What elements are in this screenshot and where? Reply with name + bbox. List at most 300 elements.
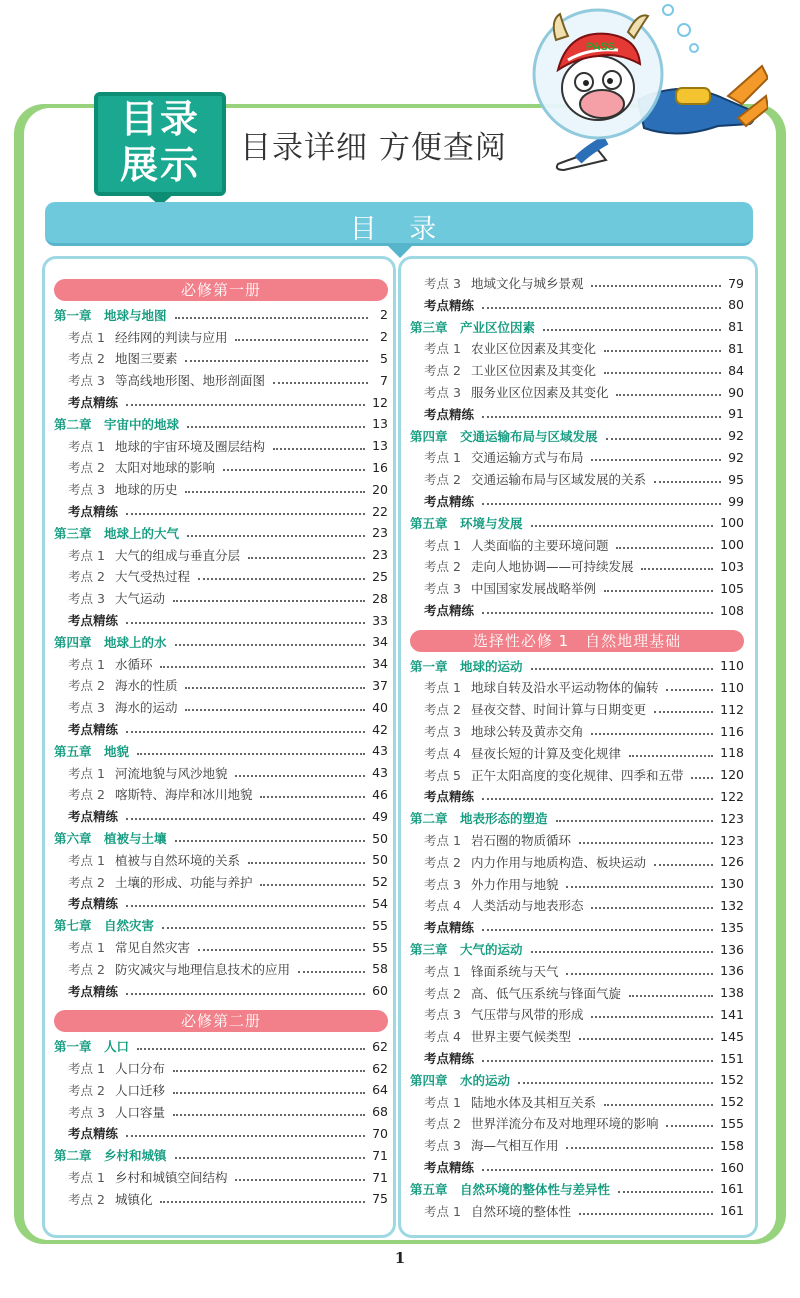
toc-topic-number: 考点 1 <box>424 963 461 979</box>
toc-page-number: 120 <box>720 767 744 783</box>
toc-entry-label: 地球的历史 <box>114 482 178 498</box>
toc-topic-number: 考点 5 <box>424 767 461 783</box>
toc-title-bar <box>45 202 753 246</box>
toc-page-number: 161 <box>720 1181 744 1197</box>
toc-topic-row[interactable] <box>424 468 744 490</box>
toc-topic-row[interactable] <box>68 1188 388 1210</box>
toc-topic-row[interactable] <box>68 587 388 609</box>
toc-topic-row[interactable] <box>68 565 388 587</box>
toc-entry-label: 农业区位因素及其变化 <box>470 341 596 357</box>
toc-topic-number: 考点 1 <box>424 1094 461 1110</box>
toc-review-row[interactable] <box>68 391 388 413</box>
toc-entry-label: 第六章 植被与土壤 <box>54 831 167 846</box>
toc-review-row[interactable] <box>68 980 388 1002</box>
toc-entry-label: 气压带与风带的形成 <box>470 1007 584 1023</box>
dot-leader <box>260 796 365 798</box>
toc-review-row[interactable] <box>424 916 744 938</box>
toc-topic-row[interactable] <box>68 369 388 391</box>
dot-leader <box>482 612 713 614</box>
toc-page-number: 132 <box>720 897 744 913</box>
toc-topic-number: 考点 1 <box>68 1170 105 1185</box>
toc-page-number: 158 <box>720 1137 744 1153</box>
toc-topic-number: 考点 1 <box>68 656 105 672</box>
toc-page-number: 23 <box>372 525 388 541</box>
toc-page-number: 70 <box>372 1125 388 1141</box>
toc-topic-number: 考点 1 <box>68 329 105 345</box>
dot-leader <box>185 360 368 362</box>
toc-entry-label: 第三章 产业区位因素 <box>410 319 536 335</box>
toc-entry-label: 地球的宇宙环境及圈层结构 <box>114 438 265 454</box>
toc-page-number: 79 <box>728 275 744 291</box>
toc-entry-label: 太阳对地球的影响 <box>114 460 215 476</box>
toc-page-number: 110 <box>720 679 744 695</box>
toc-entry-label: 考点精练 <box>424 494 475 509</box>
toc-page-number: 92 <box>728 428 744 444</box>
toc-review-row[interactable] <box>424 1047 744 1069</box>
toc-entry-label: 考点精练 <box>68 504 119 519</box>
toc-chapter-row[interactable] <box>410 1069 744 1091</box>
toc-page-number: 49 <box>372 808 388 824</box>
toc-topic-number: 考点 2 <box>68 678 105 694</box>
toc-topic-row[interactable] <box>424 851 744 873</box>
toc-topic-number: 考点 1 <box>68 852 105 868</box>
toc-topic-row[interactable] <box>424 676 744 698</box>
toc-page-number: 5 <box>380 350 388 366</box>
toc-chapter-row[interactable] <box>54 522 388 544</box>
toc-chapter-row[interactable] <box>410 1178 744 1200</box>
dot-leader <box>604 1104 713 1106</box>
toc-topic-row[interactable] <box>424 742 744 764</box>
toc-review-row[interactable] <box>424 1156 744 1178</box>
toc-topic-number: 考点 2 <box>424 559 461 575</box>
toc-entry-label: 第一章 人口 <box>54 1039 130 1055</box>
toc-chapter-row[interactable] <box>54 914 388 936</box>
toc-page-number: 110 <box>720 658 744 674</box>
toc-topic-row[interactable] <box>424 698 744 720</box>
toc-section-header: 选择性必修 1 自然地理基础 <box>410 630 744 652</box>
dot-leader <box>616 547 713 549</box>
dot-leader <box>185 687 365 689</box>
dot-leader <box>556 820 714 822</box>
toc-page-number: 84 <box>728 362 744 378</box>
toc-entry-label: 服务业区位因素及其变化 <box>470 385 609 400</box>
dot-leader <box>223 469 365 471</box>
toc-section-header: 必修第二册 <box>54 1010 388 1032</box>
toc-topic-row[interactable] <box>68 958 388 980</box>
toc-page-number: 43 <box>372 743 388 759</box>
toc-topic-row[interactable] <box>424 829 744 851</box>
toc-topic-number: 考点 1 <box>68 438 105 454</box>
toc-entry-label: 大气运动 <box>114 591 165 607</box>
dot-leader <box>137 1048 365 1050</box>
toc-page-number: 155 <box>720 1115 744 1131</box>
toc-topic-row[interactable] <box>424 1091 744 1113</box>
dot-leader <box>482 929 713 931</box>
toc-topic-number: 考点 4 <box>424 898 461 914</box>
toc-badge <box>94 92 226 206</box>
toc-topic-number: 考点 2 <box>68 460 105 476</box>
dot-leader <box>604 372 721 374</box>
toc-chapter-row[interactable] <box>54 413 388 435</box>
toc-entry-label: 人类活动与地表形态 <box>470 898 584 914</box>
toc-chapter-row[interactable] <box>410 316 744 338</box>
toc-topic-row[interactable] <box>68 544 388 566</box>
dot-leader <box>591 459 721 461</box>
dot-leader <box>175 644 366 646</box>
toc-entry-label: 工业区位因素及其变化 <box>470 363 596 379</box>
toc-topic-number: 考点 3 <box>68 482 105 498</box>
dot-leader <box>126 404 365 406</box>
toc-topic-row[interactable] <box>424 272 744 294</box>
toc-page-number: 58 <box>372 961 388 977</box>
dot-leader <box>482 1169 713 1171</box>
toc-page-number: 100 <box>720 537 744 553</box>
toc-page-number: 52 <box>372 874 388 890</box>
toc-topic-row[interactable] <box>68 674 388 696</box>
toc-entry-label: 经纬网的判读与应用 <box>114 329 228 345</box>
toc-page-number: 138 <box>720 985 744 1001</box>
toc-page-number: 16 <box>372 459 388 475</box>
toc-page-number: 20 <box>372 481 388 497</box>
toc-page-number: 34 <box>372 656 388 672</box>
dot-leader <box>618 1191 713 1193</box>
dot-leader <box>173 1092 365 1094</box>
toc-topic-number: 考点 1 <box>424 680 461 696</box>
toc-topic-number: 考点 3 <box>424 581 461 597</box>
toc-entry-label: 海—气相互作用 <box>470 1138 559 1154</box>
toc-topic-row[interactable] <box>68 762 388 784</box>
toc-entry-label: 喀斯特、海岸和冰川地貌 <box>114 787 253 803</box>
toc-topic-number: 考点 3 <box>424 724 461 739</box>
toc-page-number: 141 <box>720 1006 744 1022</box>
dot-leader <box>591 907 713 909</box>
toc-topic-row[interactable] <box>68 1079 388 1101</box>
toc-topic-row[interactable] <box>424 894 744 916</box>
dot-leader <box>579 1213 713 1215</box>
dot-leader <box>666 689 713 691</box>
toc-topic-row[interactable] <box>68 1101 388 1123</box>
dot-leader <box>629 755 713 757</box>
toc-topic-row[interactable] <box>424 446 744 468</box>
toc-page-number: 46 <box>372 786 388 802</box>
toc-entry-label: 水循环 <box>114 656 153 672</box>
toc-topic-row[interactable] <box>68 1057 388 1079</box>
toc-chapter-row[interactable] <box>410 425 744 447</box>
dot-leader <box>482 503 721 505</box>
dot-leader <box>173 1114 365 1116</box>
page-number: 1 <box>394 1249 406 1267</box>
toc-topic-number: 考点 2 <box>68 569 105 585</box>
toc-page-number: 130 <box>720 876 744 892</box>
toc-topic-row[interactable] <box>68 696 388 718</box>
dot-leader <box>273 448 365 450</box>
toc-entry-label: 岩石圈的物质循环 <box>470 833 571 848</box>
dot-leader <box>175 317 368 319</box>
toc-chapter-row[interactable] <box>410 512 744 534</box>
toc-page-number: 13 <box>372 416 388 432</box>
toc-page-number: 55 <box>372 917 388 933</box>
toc-page-number: 90 <box>728 384 744 400</box>
dot-leader <box>273 382 368 384</box>
toc-topic-number: 考点 2 <box>68 1191 105 1207</box>
toc-page-number: 136 <box>720 941 744 957</box>
dot-leader <box>175 1157 366 1159</box>
dot-leader <box>654 711 713 713</box>
toc-entry-label: 考点精练 <box>68 1126 119 1142</box>
dot-leader <box>126 622 365 624</box>
toc-review-row[interactable] <box>424 785 744 807</box>
toc-page-number: 60 <box>372 983 388 999</box>
toc-page-number: 122 <box>720 788 744 804</box>
toc-topic-row[interactable] <box>424 359 744 381</box>
toc-topic-row[interactable] <box>68 435 388 457</box>
toc-topic-number: 考点 1 <box>424 341 461 357</box>
toc-entry-label: 考点精练 <box>68 809 119 825</box>
toc-page-number: 135 <box>720 919 744 935</box>
toc-topic-number: 考点 2 <box>424 985 461 1001</box>
dot-leader <box>126 905 365 907</box>
dot-leader <box>126 818 365 820</box>
toc-topic-row[interactable] <box>424 1112 744 1134</box>
toc-page-number: 23 <box>372 547 388 563</box>
toc-page-number: 100 <box>720 515 744 531</box>
toc-topic-number: 考点 3 <box>68 1104 105 1120</box>
toc-page-number: 2 <box>380 329 388 345</box>
toc-entry-label: 考点精练 <box>424 406 475 422</box>
dot-leader <box>531 951 714 953</box>
toc-entry-label: 考点精练 <box>68 896 119 912</box>
toc-topic-number: 考点 2 <box>68 1082 105 1098</box>
toc-page-number: 28 <box>372 590 388 606</box>
toc-entry-label: 考点精练 <box>68 395 119 410</box>
toc-topic-row[interactable] <box>68 478 388 500</box>
toc-entry-label: 考点精练 <box>424 1160 475 1175</box>
toc-entry-label: 考点精练 <box>68 722 119 737</box>
toc-topic-row[interactable] <box>68 783 388 805</box>
toc-entry-label: 大气受热过程 <box>114 569 190 585</box>
toc-page-number: 160 <box>720 1159 744 1175</box>
toc-topic-row[interactable] <box>424 1025 744 1047</box>
toc-topic-number: 考点 2 <box>424 363 461 379</box>
dot-leader <box>235 775 365 777</box>
toc-topic-row[interactable] <box>424 555 744 577</box>
toc-page-number: 50 <box>372 830 388 846</box>
toc-topic-row[interactable] <box>68 347 388 369</box>
toc-topic-number: 考点 2 <box>424 854 461 870</box>
toc-page-number: 152 <box>720 1072 744 1088</box>
toc-page-number: 62 <box>372 1038 388 1054</box>
toc-page-number: 152 <box>720 1094 744 1110</box>
toc-review-row[interactable] <box>68 805 388 827</box>
toc-page-number: 42 <box>372 721 388 737</box>
toc-topic-number: 考点 1 <box>68 1061 105 1076</box>
toc-entry-label: 常见自然灾害 <box>114 940 190 955</box>
toc-review-row[interactable] <box>68 718 388 740</box>
toc-review-row[interactable] <box>68 609 388 631</box>
dot-leader <box>518 1082 713 1084</box>
toc-topic-row[interactable] <box>68 849 388 871</box>
toc-entry-label: 自然环境的整体性 <box>470 1203 571 1219</box>
dot-leader <box>566 1147 713 1149</box>
toc-page-number: 71 <box>372 1147 388 1163</box>
dot-leader <box>198 949 365 951</box>
toc-chapter-row[interactable] <box>54 740 388 762</box>
toc-page-number: 81 <box>728 340 744 356</box>
dot-leader <box>126 731 365 733</box>
toc-topic-number: 考点 1 <box>424 537 461 553</box>
toc-entry-label: 第四章 交通运输布局与区域发展 <box>410 428 598 444</box>
dot-leader <box>566 886 713 888</box>
toc-topic-row[interactable] <box>68 936 388 958</box>
toc-chapter-row[interactable] <box>410 655 744 677</box>
toc-chapter-row[interactable] <box>54 1035 388 1057</box>
dot-leader <box>187 426 365 428</box>
toc-topic-row[interactable] <box>68 326 388 348</box>
toc-entry-label: 河流地貌与风沙地貌 <box>114 765 228 781</box>
toc-page-number: 105 <box>720 580 744 596</box>
toc-entry-label: 城镇化 <box>114 1191 153 1207</box>
dot-leader <box>160 1201 365 1203</box>
toc-page-number: 2 <box>380 307 388 323</box>
toc-entry-label: 考点精练 <box>424 603 475 618</box>
toc-entry-label: 昼夜交替、时间计算与日期变更 <box>470 702 646 718</box>
toc-entry-label: 人口分布 <box>114 1061 165 1076</box>
dot-leader <box>691 777 713 779</box>
toc-topic-number: 考点 2 <box>424 702 461 718</box>
cap-text: PASS <box>586 41 616 53</box>
toc-topic-number: 考点 3 <box>424 1007 461 1023</box>
toc-chapter-row[interactable] <box>54 304 388 326</box>
toc-page-number: 13 <box>372 438 388 454</box>
dot-leader <box>531 668 714 670</box>
dot-leader <box>235 339 368 341</box>
toc-page-number: 54 <box>372 895 388 911</box>
dot-leader <box>531 525 714 527</box>
toc-page-number: 91 <box>728 406 744 422</box>
toc-entry-label: 土壤的形成、功能与养护 <box>114 874 253 890</box>
toc-topic-number: 考点 2 <box>424 472 461 488</box>
toc-entry-label: 等高线地形图、地形剖面图 <box>114 373 265 389</box>
toc-review-row[interactable] <box>68 892 388 914</box>
toc-entry-label: 第一章 地球的运动 <box>410 658 523 674</box>
toc-topic-row[interactable] <box>424 534 744 556</box>
toc-topic-row[interactable] <box>424 960 744 982</box>
toc-page-number: 22 <box>372 503 388 519</box>
toc-topic-row[interactable] <box>424 1134 744 1156</box>
toc-topic-row[interactable] <box>68 1166 388 1188</box>
toc-entry-label: 考点精练 <box>424 920 475 936</box>
toc-page-number: 50 <box>372 852 388 868</box>
toc-topic-number: 考点 2 <box>68 787 105 803</box>
toc-topic-row[interactable] <box>424 873 744 895</box>
toc-entry-label: 昼夜长短的计算及变化规律 <box>470 745 621 761</box>
toc-page-number: 118 <box>720 745 744 761</box>
toc-page-number: 103 <box>720 558 744 574</box>
toc-topic-row[interactable] <box>424 337 744 359</box>
toc-review-row[interactable] <box>424 490 744 512</box>
toc-chapter-row[interactable] <box>54 827 388 849</box>
toc-chapter-row[interactable] <box>410 807 744 829</box>
dot-leader <box>248 557 365 559</box>
toc-page-number: 33 <box>372 612 388 628</box>
toc-page-number: 40 <box>372 699 388 715</box>
dot-leader <box>298 971 365 973</box>
dot-leader <box>235 1179 365 1181</box>
toc-entry-label: 第四章 水的运动 <box>410 1072 511 1088</box>
toc-topic-row[interactable] <box>424 982 744 1004</box>
dot-leader <box>482 798 713 800</box>
toc-topic-number: 考点 2 <box>68 351 105 367</box>
toc-entry-label: 第七章 自然灾害 <box>54 918 155 934</box>
toc-review-row[interactable] <box>68 1122 388 1144</box>
toc-topic-number: 考点 3 <box>424 276 461 291</box>
toc-chapter-row[interactable] <box>410 938 744 960</box>
badge-line-2: 展示 <box>119 143 200 187</box>
toc-review-row[interactable] <box>424 294 744 316</box>
toc-topic-row[interactable] <box>424 764 744 786</box>
dot-leader <box>666 1125 713 1127</box>
dot-leader <box>606 438 722 440</box>
toc-entry-label: 第二章 地表形态的塑造 <box>410 811 548 827</box>
toc-page-number: 62 <box>372 1060 388 1076</box>
dot-leader <box>173 1070 365 1072</box>
toc-topic-row[interactable] <box>68 871 388 893</box>
toc-topic-row[interactable] <box>68 653 388 675</box>
toc-chapter-row[interactable] <box>54 1144 388 1166</box>
toc-topic-number: 考点 3 <box>424 876 461 892</box>
dot-leader <box>641 568 713 570</box>
toc-page-number: 136 <box>720 963 744 979</box>
toc-page-number: 116 <box>720 723 744 739</box>
toc-entry-label: 中国国家发展战略举例 <box>470 581 596 597</box>
toc-topic-number: 考点 1 <box>424 1203 461 1219</box>
toc-entry-label: 交通运输布局与区域发展的关系 <box>470 472 646 488</box>
toc-entry-label: 走向人地协调——可持续发展 <box>470 559 634 575</box>
dot-leader <box>566 973 713 975</box>
toc-section-header: 必修第一册 <box>54 279 388 301</box>
toc-topic-number: 考点 3 <box>68 700 105 716</box>
toc-topic-number: 考点 3 <box>424 1138 461 1154</box>
toc-topic-number: 考点 1 <box>424 833 461 848</box>
toc-review-row[interactable] <box>424 403 744 425</box>
dot-leader <box>482 307 721 309</box>
toc-page-number: 12 <box>372 394 388 410</box>
badge-line-1: 目录 <box>119 97 200 141</box>
toc-topic-row[interactable] <box>424 381 744 403</box>
toc-review-row[interactable] <box>68 500 388 522</box>
toc-title: 目 录 <box>349 214 449 245</box>
toc-topic-row[interactable] <box>68 456 388 478</box>
toc-entry-label: 第三章 大气的运动 <box>410 942 523 957</box>
dot-leader <box>482 1060 713 1062</box>
toc-page-number: 64 <box>372 1082 388 1098</box>
toc-topic-row[interactable] <box>424 577 744 599</box>
toc-topic-row[interactable] <box>424 720 744 742</box>
toc-review-row[interactable] <box>424 599 744 621</box>
toc-page-number: 95 <box>728 471 744 487</box>
toc-topic-number: 考点 2 <box>68 874 105 890</box>
dot-leader <box>591 733 713 735</box>
toc-chapter-row[interactable] <box>54 631 388 653</box>
toc-entry-label: 世界主要气候类型 <box>470 1029 571 1045</box>
dot-leader <box>160 666 365 668</box>
toc-page-number: 126 <box>720 854 744 870</box>
dot-leader <box>604 350 721 352</box>
toc-page-number: 81 <box>728 319 744 335</box>
toc-topic-number: 考点 2 <box>424 1116 461 1132</box>
toc-topic-row[interactable] <box>424 1003 744 1025</box>
toc-topic-row[interactable] <box>424 1200 744 1222</box>
